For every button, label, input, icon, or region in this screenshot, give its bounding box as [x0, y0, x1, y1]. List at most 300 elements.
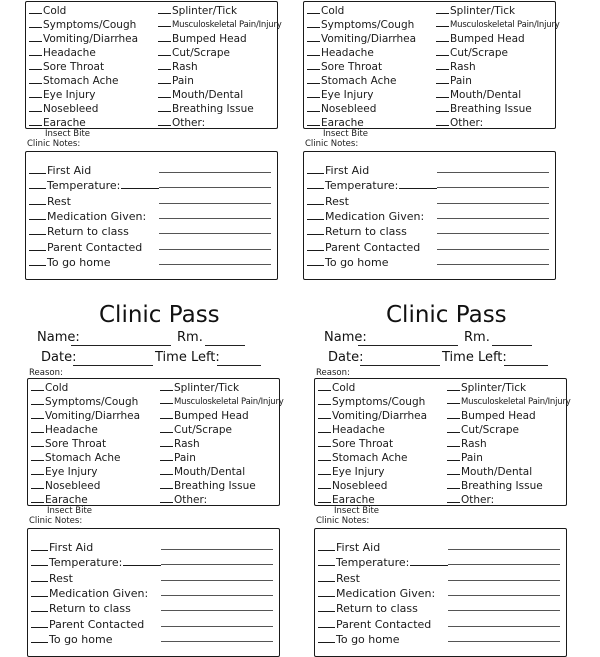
bottom-right-pass-time-left-label [442, 350, 507, 365]
bottom-right-pass-symptom-4[interactable] [318, 438, 393, 451]
top-left-pass-symptom-r-3[interactable] [158, 47, 230, 60]
bottom-left-pass-symptom-3[interactable] [31, 424, 98, 437]
bottom-left-pass-date-label [41, 350, 76, 365]
check-blank[interactable] [160, 488, 173, 489]
bottom-right-pass-symptom-r-2[interactable] [447, 410, 536, 423]
bottom-left-pass-notes-line[interactable] [161, 564, 273, 565]
top-right-pass-symptom-r-2[interactable] [436, 33, 525, 46]
check-blank[interactable] [318, 502, 331, 503]
bottom-right-pass-date-line[interactable] [360, 365, 440, 366]
bottom-right-pass-notes-line[interactable] [448, 595, 560, 596]
check-blank[interactable] [29, 188, 46, 189]
top-right-pass-symptom-1[interactable] [307, 19, 414, 32]
check-blank[interactable] [31, 611, 48, 612]
top-right-pass-action-6[interactable] [307, 256, 388, 269]
check-blank[interactable] [307, 173, 324, 174]
check-blank[interactable] [158, 41, 171, 42]
check-blank[interactable] [447, 403, 460, 404]
top-left-pass-symptom-r-1-label: Musculoskeletal Pain/Injury [172, 20, 282, 30]
bottom-left-pass-notes-line[interactable] [161, 549, 273, 550]
top-right-pass-symptom-r-8[interactable] [436, 117, 483, 130]
top-left-pass-symptom-r-8[interactable] [158, 117, 205, 130]
bottom-left-pass-symptom-r-7-label: Breathing Issue [174, 480, 256, 492]
bottom-right-pass-name-line[interactable] [358, 345, 458, 346]
top-right-pass-action-6-label: To go home [325, 255, 389, 269]
check-blank[interactable] [158, 13, 171, 14]
top-left-pass-symptom-6[interactable] [29, 89, 96, 102]
check-blank[interactable] [436, 55, 449, 56]
check-blank[interactable] [31, 550, 48, 551]
top-right-pass-symptom-7[interactable] [307, 103, 376, 116]
bottom-right-pass-action-3[interactable] [318, 587, 435, 600]
bottom-right-pass-symptom-1[interactable] [318, 396, 425, 409]
check-blank[interactable] [160, 474, 173, 475]
top-left-pass-symptom-4[interactable] [29, 61, 104, 74]
check-blank[interactable] [307, 27, 320, 28]
top-left-pass-action-4-label: Return to class [47, 225, 129, 239]
bottom-left-pass-symptom-r-8[interactable] [160, 494, 207, 507]
top-right-pass-notes-line[interactable] [437, 203, 549, 204]
top-right-pass-notes-line[interactable] [437, 172, 549, 173]
bottom-right-pass-symptom-1-label: Symptoms/Cough [332, 396, 426, 408]
top-right-pass-symptom-r-6[interactable] [436, 89, 521, 102]
check-blank[interactable] [31, 432, 44, 433]
top-right-pass-symptom-6[interactable] [307, 89, 374, 102]
check-blank[interactable] [160, 390, 173, 391]
top-left-pass-notes-line[interactable] [159, 249, 271, 250]
bottom-right-pass-symptom-r-5-label: Pain [461, 452, 483, 464]
top-right-pass-clinic-notes-label [305, 139, 358, 149]
top-left-pass-symptom-r-0-label: Splinter/Tick [172, 5, 238, 17]
bottom-left-pass-notes-line[interactable] [161, 641, 273, 642]
bottom-right-pass-room-line[interactable] [492, 345, 532, 346]
top-left-pass-action-2[interactable] [29, 195, 71, 208]
top-right-pass-symptom-r-3[interactable] [436, 47, 508, 60]
bottom-left-pass-notes-line[interactable] [161, 595, 273, 596]
bottom-right-pass-symptom-r-0[interactable] [447, 382, 526, 395]
check-blank[interactable] [318, 581, 335, 582]
bottom-left-pass-symptom-2[interactable] [31, 410, 140, 423]
check-blank[interactable] [318, 550, 335, 551]
check-blank[interactable] [318, 432, 331, 433]
bottom-left-pass-notes-line[interactable] [161, 626, 273, 627]
check-blank[interactable] [158, 26, 171, 27]
check-blank[interactable] [158, 97, 171, 98]
top-right-pass-symptom-r-1-label: Musculoskeletal Pain/Injury [450, 20, 560, 30]
top-left-pass-notes-line[interactable] [159, 264, 271, 265]
top-right-pass-symptom-5[interactable] [307, 75, 397, 88]
bottom-left-pass-symptom-r-7[interactable] [160, 480, 256, 493]
bottom-right-pass-action-0[interactable] [318, 541, 380, 554]
check-blank[interactable] [29, 173, 46, 174]
top-left-pass-symptom-5-label: Stomach Ache [43, 75, 119, 87]
top-left-pass-action-3[interactable] [29, 210, 146, 223]
check-blank[interactable] [436, 125, 449, 126]
bottom-right-pass-symptom-6-label: Eye Injury [332, 466, 385, 478]
bottom-right-pass-symptom-r-6-label: Mouth/Dental [461, 466, 533, 478]
check-blank[interactable] [307, 83, 320, 84]
bottom-right-pass-symptom-r-8[interactable] [447, 494, 494, 507]
bottom-right-pass-room-label-text: Rm. [464, 330, 490, 345]
top-right-pass-action-4-label: Return to class [325, 225, 407, 239]
check-blank[interactable] [158, 111, 171, 112]
bottom-right-pass-insect-bite-text: Insect Bite [334, 506, 380, 516]
bottom-left-pass-symptom-r-6[interactable] [160, 466, 245, 479]
bottom-left-pass-title-text: Clinic Pass [99, 302, 220, 328]
check-blank[interactable] [158, 55, 171, 56]
bottom-right-pass-symptom-r-5[interactable] [447, 452, 483, 465]
bottom-right-pass-symptom-r-6[interactable] [447, 466, 532, 479]
top-left-pass-symptom-r-4[interactable] [158, 61, 198, 74]
top-right-pass-notes-line[interactable] [437, 249, 549, 250]
bottom-right-pass-action-1-label: Temperature: [336, 556, 410, 570]
check-blank[interactable] [158, 83, 171, 84]
check-blank[interactable] [29, 125, 42, 126]
bottom-left-pass-symptom-r-5[interactable] [160, 452, 196, 465]
top-right-pass-symptom-5-label: Stomach Ache [321, 75, 397, 87]
check-blank[interactable] [447, 474, 460, 475]
top-right-pass-action-5-label: Parent Contacted [325, 240, 421, 254]
bottom-left-pass-symptom-7-label: Nosebleed [45, 480, 101, 492]
bottom-right-pass-symptom-r-3-label: Cut/Scrape [461, 424, 519, 436]
top-right-pass-notes-line[interactable] [437, 264, 549, 265]
check-blank[interactable] [160, 418, 173, 419]
bottom-left-pass-room-label [177, 330, 203, 345]
top-left-pass-symptom-r-3-label: Cut/Scrape [172, 47, 230, 59]
check-blank[interactable] [447, 460, 460, 461]
bottom-right-pass-symptom-5[interactable] [318, 452, 408, 465]
top-right-pass-symptom-r-7-label: Breathing Issue [450, 103, 532, 115]
bottom-right-pass-notes-line[interactable] [448, 610, 560, 611]
check-blank[interactable] [436, 97, 449, 98]
check-blank[interactable] [158, 125, 171, 126]
bottom-left-pass-time-left-line[interactable] [217, 365, 261, 366]
check-blank[interactable] [436, 13, 449, 14]
top-left-pass-action-6[interactable] [29, 256, 110, 269]
check-blank[interactable] [307, 204, 324, 205]
top-right-pass-action-2-label: Rest [325, 194, 349, 208]
check-blank[interactable] [31, 418, 44, 419]
check-blank[interactable] [447, 432, 460, 433]
check-blank[interactable] [31, 596, 48, 597]
check-blank[interactable] [307, 219, 324, 220]
check-blank[interactable] [318, 474, 331, 475]
bottom-left-pass-symptom-r-2-label: Bumped Head [174, 410, 249, 422]
check-blank[interactable] [307, 41, 320, 42]
bottom-right-pass-symptoms-box [314, 378, 571, 506]
top-left-pass-action-5-label: Parent Contacted [47, 240, 143, 254]
bottom-left-pass-name-line[interactable] [71, 345, 171, 346]
bottom-left-pass-clinic-notes-label [29, 516, 82, 526]
bottom-right-pass-action-5[interactable] [318, 618, 431, 631]
top-left-pass-symptom-2-label: Vomiting/Diarrhea [43, 33, 139, 45]
check-blank[interactable] [307, 13, 320, 14]
top-right-pass-clinic-notes-label-text: Clinic Notes: [305, 139, 359, 149]
temperature-blank[interactable] [121, 188, 159, 189]
bottom-left-pass-symptom-0[interactable] [31, 382, 68, 395]
bottom-left-pass-symptom-r-4[interactable] [160, 438, 200, 451]
check-blank[interactable] [160, 460, 173, 461]
top-right-pass-symptom-3[interactable] [307, 47, 374, 60]
bottom-left-pass-date-line[interactable] [73, 365, 153, 366]
bottom-left-pass-insect-bite [47, 506, 92, 516]
bottom-right-pass-time-left-line[interactable] [504, 365, 548, 366]
top-right-pass-symptom-2[interactable] [307, 33, 416, 46]
check-blank[interactable] [29, 234, 46, 235]
bottom-right-pass-notes-line[interactable] [448, 549, 560, 550]
bottom-left-pass-symptom-r-0[interactable] [160, 382, 239, 395]
top-right-pass-action-3[interactable] [307, 210, 424, 223]
bottom-right-pass-action-2[interactable] [318, 572, 360, 585]
bottom-right-pass-symptom-r-1[interactable] [447, 396, 571, 409]
bottom-right-pass-notes-line[interactable] [448, 641, 560, 642]
top-left-pass-symptom-1[interactable] [29, 19, 136, 32]
top-left-pass-notes-line[interactable] [159, 203, 271, 204]
check-blank[interactable] [436, 69, 449, 70]
top-left-pass-notes-line[interactable] [159, 187, 271, 188]
top-right-pass-action-2[interactable] [307, 195, 349, 208]
top-right-pass-symptom-r-4-label: Rash [450, 61, 476, 73]
top-left-pass-symptom-r-2[interactable] [158, 33, 247, 46]
bottom-left-pass-symptom-1[interactable] [31, 396, 138, 409]
top-left-pass-action-0-label: First Aid [47, 164, 92, 177]
bottom-left-pass-symptom-7[interactable] [31, 480, 100, 493]
check-blank[interactable] [29, 27, 42, 28]
check-blank[interactable] [447, 390, 460, 391]
top-left-pass-notes-line[interactable] [159, 218, 271, 219]
top-right-pass-symptom-r-3-label: Cut/Scrape [450, 47, 508, 59]
check-blank[interactable] [318, 488, 331, 489]
top-left-pass-symptom-r-6[interactable] [158, 89, 243, 102]
check-blank[interactable] [307, 265, 324, 266]
top-left-pass-symptom-1-label: Symptoms/Cough [43, 19, 137, 31]
check-blank[interactable] [31, 627, 48, 628]
top-left-pass-action-5[interactable] [29, 241, 142, 254]
check-blank[interactable] [318, 446, 331, 447]
check-blank[interactable] [447, 418, 460, 419]
check-blank[interactable] [436, 26, 449, 27]
bottom-left-pass-symptom-4[interactable] [31, 438, 106, 451]
top-left-pass-action-4[interactable] [29, 225, 129, 238]
bottom-left-pass-notes-line[interactable] [161, 610, 273, 611]
temperature-blank[interactable] [123, 565, 161, 566]
top-right-pass-symptom-r-7[interactable] [436, 103, 532, 116]
bottom-left-pass-symptom-r-2[interactable] [160, 410, 249, 423]
check-blank[interactable] [447, 488, 460, 489]
top-right-pass-symptom-r-4[interactable] [436, 61, 476, 74]
bottom-right-pass-notes-line[interactable] [448, 580, 560, 581]
check-blank[interactable] [29, 41, 42, 42]
check-blank[interactable] [29, 13, 42, 14]
check-blank[interactable] [318, 627, 335, 628]
check-blank[interactable] [160, 403, 173, 404]
bottom-right-pass-notes-box [314, 528, 567, 657]
bottom-left-pass-symptom-r-8-label: Other: [174, 494, 208, 506]
bottom-left-pass-symptom-5[interactable] [31, 452, 121, 465]
check-blank[interactable] [160, 446, 173, 447]
bottom-right-pass-symptom-2-label: Vomiting/Diarrhea [332, 410, 428, 422]
check-blank[interactable] [318, 404, 331, 405]
check-blank[interactable] [29, 219, 46, 220]
bottom-right-pass-name-label-text: Name: [324, 330, 367, 345]
check-blank[interactable] [436, 111, 449, 112]
bottom-right-pass-symptom-r-3[interactable] [447, 424, 519, 437]
top-right-pass-symptom-7-label: Nosebleed [321, 103, 377, 115]
top-left-pass-symptom-r-0[interactable] [158, 5, 237, 18]
top-left-pass-symptom-2[interactable] [29, 33, 138, 46]
top-right-pass-symptom-r-1[interactable] [436, 19, 560, 32]
check-blank[interactable] [31, 502, 44, 503]
check-blank[interactable] [318, 642, 335, 643]
check-blank[interactable] [29, 55, 42, 56]
top-left-pass-symptom-3[interactable] [29, 47, 96, 60]
top-right-pass-action-4[interactable] [307, 225, 407, 238]
check-blank[interactable] [318, 460, 331, 461]
check-blank[interactable] [31, 404, 44, 405]
check-blank[interactable] [31, 565, 48, 566]
check-blank[interactable] [307, 97, 320, 98]
check-blank[interactable] [318, 565, 335, 566]
check-blank[interactable] [307, 234, 324, 235]
top-left-pass-action-3-label: Medication Given: [47, 209, 147, 223]
top-left-pass-notes-line[interactable] [159, 233, 271, 234]
top-left-pass-symptom-r-7[interactable] [158, 103, 254, 116]
bottom-left-pass-action-4[interactable] [31, 602, 131, 615]
bottom-right-pass-notes-line[interactable] [448, 626, 560, 627]
top-left-pass-insect-bite-text: Insect Bite [45, 129, 91, 139]
check-blank[interactable] [31, 488, 44, 489]
top-left-pass-symptom-r-5[interactable] [158, 75, 194, 88]
top-left-pass-action-0[interactable] [29, 164, 91, 177]
bottom-right-pass-reason-label-text: Reason: [316, 368, 350, 378]
bottom-right-pass-symptom-7[interactable] [318, 480, 387, 493]
top-right-pass-notes-line[interactable] [437, 233, 549, 234]
check-blank[interactable] [29, 83, 42, 84]
top-left-pass-symptom-4-label: Sore Throat [43, 61, 105, 73]
bottom-left-pass-clinic-notes-label-text: Clinic Notes: [29, 516, 83, 526]
temperature-blank[interactable] [410, 565, 448, 566]
bottom-right-pass-clinic-notes-label [316, 516, 369, 526]
check-blank[interactable] [447, 502, 460, 503]
bottom-left-pass-name-label-text: Name: [37, 330, 80, 345]
bottom-right-pass-action-4[interactable] [318, 602, 418, 615]
check-blank[interactable] [436, 83, 449, 84]
check-blank[interactable] [29, 265, 46, 266]
top-left-pass-symptom-0[interactable] [29, 5, 66, 18]
bottom-left-pass-room-line[interactable] [205, 345, 245, 346]
top-left-pass-symptom-5[interactable] [29, 75, 119, 88]
check-blank[interactable] [31, 581, 48, 582]
bottom-left-pass-symptom-6[interactable] [31, 466, 98, 479]
check-blank[interactable] [318, 611, 335, 612]
top-left-pass-action-1[interactable] [29, 179, 159, 192]
bottom-left-pass-notes-line[interactable] [161, 580, 273, 581]
check-blank[interactable] [31, 460, 44, 461]
bottom-right-pass-time-left-label-text: Time Left: [442, 350, 507, 365]
bottom-right-pass-action-6-label: To go home [336, 632, 400, 646]
bottom-right-pass-title [386, 302, 507, 328]
check-blank[interactable] [318, 390, 331, 391]
check-blank[interactable] [307, 111, 320, 112]
bottom-right-pass-symptom-4-label: Sore Throat [332, 438, 394, 450]
bottom-left-pass-action-5-label: Parent Contacted [49, 617, 145, 631]
bottom-left-pass-action-2[interactable] [31, 572, 73, 585]
top-right-pass-symptom-0[interactable] [307, 5, 344, 18]
bottom-right-pass-symptom-6[interactable] [318, 466, 385, 479]
check-blank[interactable] [31, 642, 48, 643]
top-right-pass-notes-line[interactable] [437, 187, 549, 188]
top-right-pass-symptoms-box [303, 1, 560, 129]
check-blank[interactable] [29, 111, 42, 112]
top-left-pass-notes-line[interactable] [159, 172, 271, 173]
bottom-left-pass-action-3[interactable] [31, 587, 148, 600]
bottom-right-pass-action-1[interactable] [318, 556, 448, 569]
bottom-right-pass-action-6[interactable] [318, 633, 399, 646]
check-blank[interactable] [447, 446, 460, 447]
top-right-pass-symptom-r-8-label: Other: [450, 117, 484, 129]
check-blank[interactable] [160, 502, 173, 503]
top-left-pass-symptom-r-1[interactable] [158, 19, 282, 32]
top-right-pass-action-0-label: First Aid [325, 164, 370, 177]
bottom-left-pass-symptom-r-1[interactable] [160, 396, 284, 409]
top-right-pass-action-0[interactable] [307, 164, 369, 177]
top-right-pass-action-1[interactable] [307, 179, 437, 192]
bottom-left-pass-symptom-r-5-label: Pain [174, 452, 196, 464]
check-blank[interactable] [158, 69, 171, 70]
check-blank[interactable] [29, 204, 46, 205]
bottom-right-pass-symptom-r-7[interactable] [447, 480, 543, 493]
temperature-blank[interactable] [399, 188, 437, 189]
check-blank[interactable] [307, 250, 324, 251]
top-right-pass-notes-line[interactable] [437, 218, 549, 219]
bottom-left-pass-action-5[interactable] [31, 618, 144, 631]
check-blank[interactable] [31, 474, 44, 475]
bottom-left-pass-room-label-text: Rm. [177, 330, 203, 345]
check-blank[interactable] [436, 41, 449, 42]
check-blank[interactable] [307, 55, 320, 56]
check-blank[interactable] [29, 69, 42, 70]
bottom-left-pass-action-1[interactable] [31, 556, 161, 569]
check-blank[interactable] [31, 390, 44, 391]
top-left-pass-symptom-7[interactable] [29, 103, 98, 116]
top-right-pass-symptom-4[interactable] [307, 61, 382, 74]
bottom-right-pass-symptom-0[interactable] [318, 382, 355, 395]
bottom-right-pass-symptom-2[interactable] [318, 410, 427, 423]
bottom-left-pass-symptoms-box [27, 378, 284, 506]
check-blank[interactable] [318, 596, 335, 597]
top-left-pass-symptom-6-label: Eye Injury [43, 89, 96, 101]
bottom-left-pass-symptom-r-3[interactable] [160, 424, 232, 437]
bottom-right-pass-notes-line[interactable] [448, 564, 560, 565]
check-blank[interactable] [31, 446, 44, 447]
check-blank[interactable] [29, 250, 46, 251]
bottom-right-pass-symptom-r-4[interactable] [447, 438, 487, 451]
check-blank[interactable] [307, 125, 320, 126]
check-blank[interactable] [160, 432, 173, 433]
bottom-right-pass-symptom-5-label: Stomach Ache [332, 452, 408, 464]
bottom-left-pass-action-6[interactable] [31, 633, 112, 646]
check-blank[interactable] [307, 188, 324, 189]
check-blank[interactable] [307, 69, 320, 70]
bottom-left-pass-action-0[interactable] [31, 541, 93, 554]
check-blank[interactable] [29, 97, 42, 98]
top-right-pass-symptom-r-0[interactable] [436, 5, 515, 18]
bottom-right-pass-symptom-3[interactable] [318, 424, 385, 437]
top-right-pass-symptom-r-5[interactable] [436, 75, 472, 88]
check-blank[interactable] [318, 418, 331, 419]
top-right-pass-action-3-label: Medication Given: [325, 209, 425, 223]
top-right-pass-action-5[interactable] [307, 241, 420, 254]
